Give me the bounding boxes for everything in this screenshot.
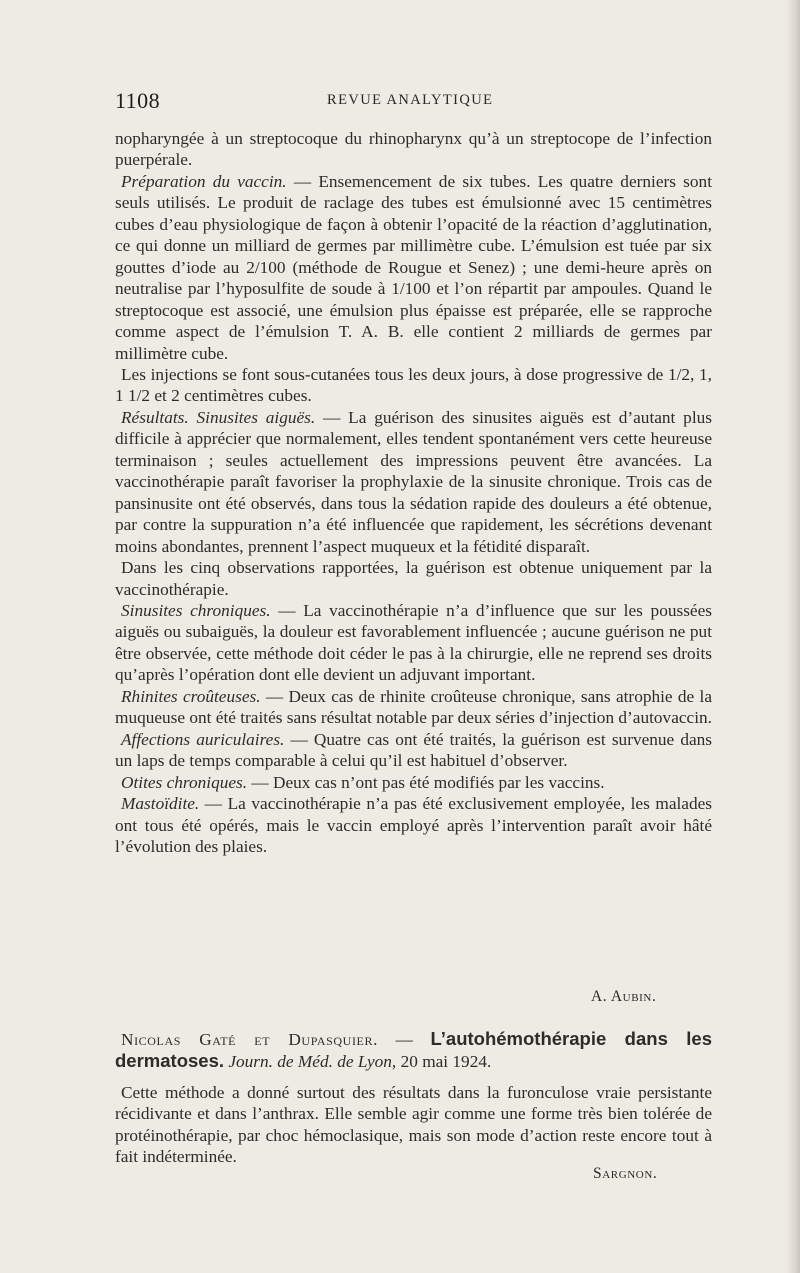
article-dash: — xyxy=(378,1030,431,1049)
article-citation xyxy=(115,1028,712,1073)
heading-mastoiditis: Mastoïdite. xyxy=(121,794,200,814)
running-head xyxy=(115,88,720,118)
paragraph-mastoiditis xyxy=(115,793,712,857)
text-mastoiditis: — La vaccinothérapie n’a pas été exclusivement employée, les malades ont tous été opérés, mais le vaccin employé après l’intervention paraît avoir hâté l’évolution des plaies. xyxy=(115,794,712,856)
paragraph-rhinitis xyxy=(115,686,712,729)
paragraph-results xyxy=(115,407,712,557)
article-authors: Nicolas Gaté et Dupasquier. xyxy=(121,1030,378,1049)
text-preparation: — Ensemencement de six tubes. Les quatre derniers sont seuls utilisés. Le produit de raclage des tubes est émulsionné avec 15 centimètres cubes d’eau physiologique de façon à obtenir l’opacité de la réaction d’agglutination, ce qui donne un milliard de germes par millimètre cube. L’émulsion est tuée par six gouttes d’iode au 2/100 (méthode de Rougue et Senez) ; une demi-heure après on neutralise par l’hyposulfite de soude à 1/100 et l’on répartit par ampoules. Quand le streptocoque est associé, une émulsion plus épaisse est préparée, elle se rapproche comme aspect de l’émulsion T. A. B. elle contient 2 milliards de germes par millimètre cube. xyxy=(115,171,712,363)
paragraph-continuation: nopharyngée à un streptocoque du rhinopharynx qu’à un streptocope de l’infection puerpérale. xyxy=(115,129,712,170)
article-title: L’autohémothérapie dans les dermatoses. xyxy=(115,1028,712,1072)
signature-sargnon: Sargnon. xyxy=(593,1165,658,1182)
heading-auricular: Affections auriculaires. xyxy=(121,729,285,749)
paragraph-otitis xyxy=(115,772,712,793)
article-paragraph: Cette méthode a donné surtout des résultats dans la furonculose vraie persistante récidivante et dans l’anthrax. Elle semble agir comme une forme très bien tolérée de protéinothérapie, par choc hémoclasique, mais son mode d’action reste encore tout à fait indéterminée. xyxy=(115,1083,712,1167)
paragraph-injections: Les injections se font sous-cutanées tous les deux jours, à dose progressive de 1/2, 1, 1 1/2 et 2 centimètres cubes. xyxy=(115,364,712,406)
text-results: — La guérison des sinusites aiguës est d’autant plus difficile à apprécier que normalement, elles tendent spontanément vers cette heureuse terminaison ; seules actuellement des impressions peuvent être avancées. La vaccinothérapie paraît favoriser la prophylaxie de la sinusite chronique. Trois cas de pansinusite ont été observés, dans tous la sédation rapide des douleurs a été obtenue, par contre la suppuration n’a été influencée que rapidement, les sécrétions devenant moins abondantes, prennent l’aspect muqueux et la fétidité disparaît. xyxy=(115,407,712,556)
heading-results: Résultats. Sinusites aiguës. xyxy=(121,407,316,427)
paragraph-preparation xyxy=(115,171,712,364)
heading-otitis: Otites chroniques. xyxy=(121,772,248,792)
signature-aubin: A. Aubin. xyxy=(591,988,657,1005)
heading-preparation: Préparation du vaccin. xyxy=(121,171,287,191)
page-number: 1108 xyxy=(115,88,161,113)
page-edge-shadow xyxy=(786,0,800,1273)
heading-chronic-sinusitis: Sinusites chroniques. xyxy=(121,600,271,620)
paragraph-auricular xyxy=(115,729,712,772)
text-rhinitis: — Deux cas de rhinite croûteuse chronique, sans atrophie de la muqueuse ont été traités sans résultat notable par deux séries d’injection d’autovaccin. xyxy=(115,686,712,728)
text-otitis: — Deux cas n’ont pas été modifiés par les vaccins. xyxy=(247,772,605,792)
text-chronic-sinusitis: — La vaccinothérapie n’a d’influence que sur les poussées aiguës ou subaiguës, la douleur est favorablement influencée ; aucune guérison ne put être observée, cette méthode doit céder le pas à la chirurgie, elle ne reprend ses droits qu’après l’opération dont elle devient un adjuvant important. xyxy=(115,600,712,685)
paragraph-chronic-sinusitis xyxy=(115,600,712,686)
running-title: REVUE ANALYTIQUE xyxy=(327,92,494,108)
paragraph-observations: Dans les cinq observations rapportées, la guérison est obtenue uniquement par la vaccinothérapie. xyxy=(115,558,712,599)
article-journal: Journ. de Méd. de Lyon, xyxy=(224,1052,397,1072)
article-body xyxy=(115,1082,712,1168)
article-header xyxy=(115,1028,712,1073)
text-auricular: — Quatre cas ont été traités, la guérison est survenue dans un laps de temps comparable à celui qu’il est habituel d’observer. xyxy=(115,729,712,771)
heading-rhinitis: Rhinites croûteuses. xyxy=(121,686,261,706)
review-body xyxy=(115,128,712,857)
article-date: 20 mai 1924. xyxy=(396,1052,492,1072)
